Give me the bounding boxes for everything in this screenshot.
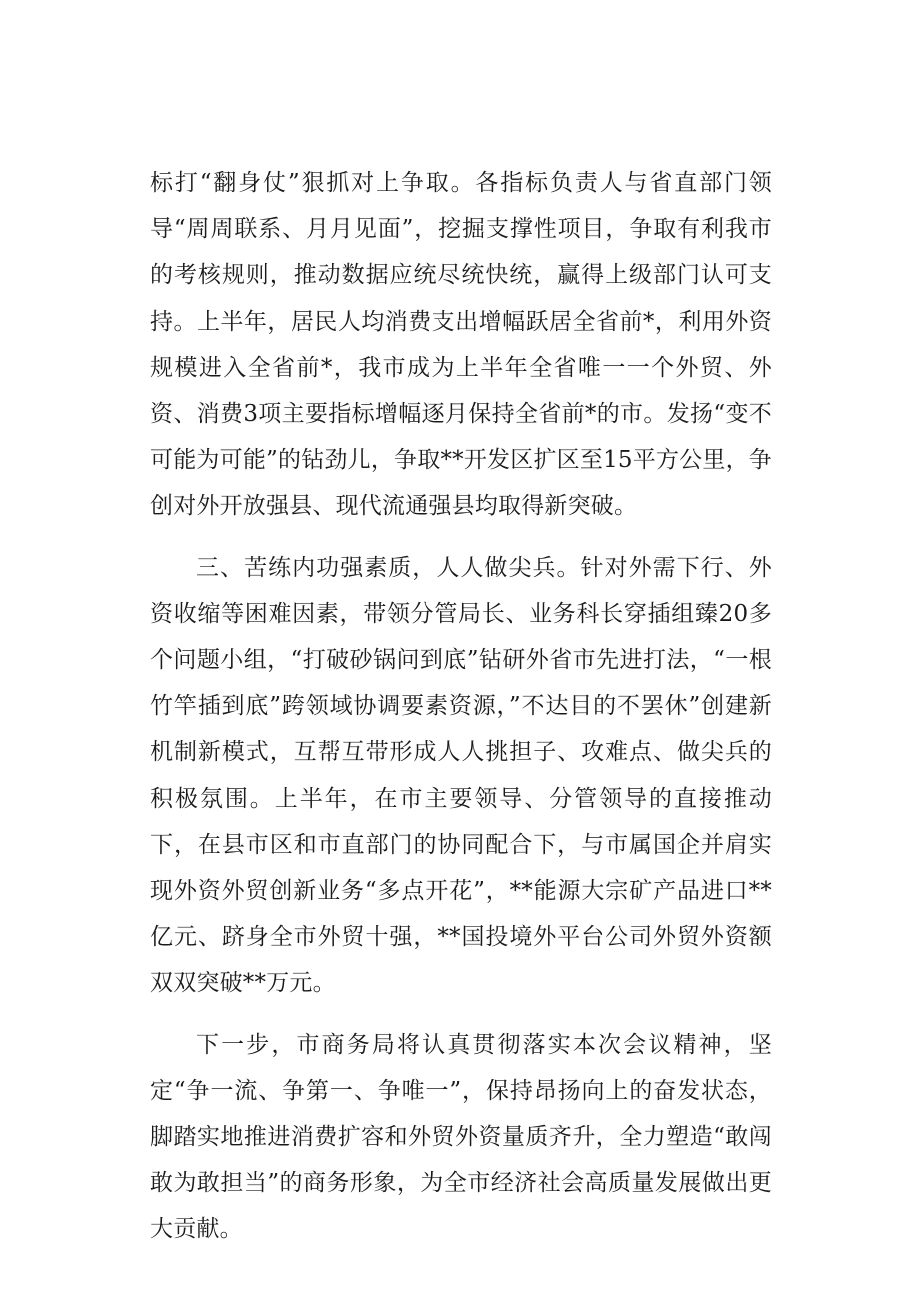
document-body <box>150 160 772 1253</box>
paragraph-section-three: 三、苦练内功强素质，人人做尖兵。针对外需下行、外资收缩等困难因素，带领分管局长、业务科长穿插组臻20多个问题小组，“打破砂锅问到底”钻研外省市先进打法，“一根竹竿插到底”跨领域协调要素资源，”不达目的不罢休”创建新机制新模式，互帮互带形成人人挑担子、攻难点、做尖兵的积极氛围。上半年，在市主要领导、分管领导的直接推动下，在县市区和市直部门的协同配合下，与市属国企并肩实现外资外贸创新业务“多点开花”，**能源大宗矿产品进口**亿元、跻身全市外贸十强，**国投境外平台公司外贸外资额双双突破**万元。 <box>150 554 772 997</box>
paragraph-continuation: 标打“翻身仗”狠抓对上争取。各指标负责人与省直部门领导“周周联系、月月见面”，挖掘支撑性项目，争取有利我市的考核规则，推动数据应统尽统快统，赢得上级部门认可支持。上半年，居民人均消费支出增幅跃居全省前*，利用外资规模进入全省前*，我市成为上半年全省唯一一个外贸、外资、消费3项主要指标增幅逐月保持全省前*的市。发扬“变不可能为可能”的钻劲儿，争取**开发区扩区至15平方公里，争创对外开放强县、现代流通强县均取得新突破。 <box>150 170 772 520</box>
paragraph-next-step: 下一步，市商务局将认真贯彻落实本次会议精神，坚定“争一流、争第一、争唯一”，保持昂扬向上的奋发状态，脚踏实地推进消费扩容和外贸外资量质齐升，全力塑造“敢闯敢为敢担当”的商务形象，为全市经济社会高质量发展做出更大贡献。 <box>150 1031 772 1243</box>
